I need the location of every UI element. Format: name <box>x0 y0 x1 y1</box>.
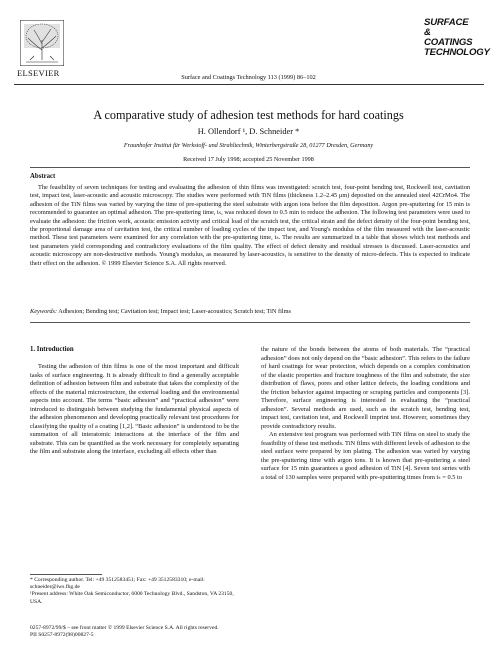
header-divider <box>14 84 484 85</box>
article-authors: H. Ollendorf ¹, D. Schneider * <box>197 127 300 136</box>
abstract-text: The feasibility of seven techniques for testing and evaluating the adhesion of thin films was investigated: scratch test, four-point bending test, Rockwell test, cavitation test, impact test, laser-acoustic and acoustic microscopy. The studies were performed with TiN films (thickness 1.2–2.45 μm) deposited on the annealed steel 42CrMo4. The adhesion of the TiN films was varied by varying the time of pre-sputtering the steel substrate with argon ions before the film deposition. Argon pre-sputtering for 15 min is recommended to guarantee an optimal adhesion. The pre-sputtering time, tₛ, was reduced down to 0.5 min to reduce the adhesion. The following test parameters were used to evaluate the adhesion: the friction work, acoustic emission activity and critical load of the scratch test, the critical strain and the defect density of the four-point bending test, the proportional damage area of cavitation test, the critical number of loading cycles of the impact test, and Young's modulus of the film measured with the laser-acoustic method. These test parameters were examined for any correlation with the pre-sputtering time, tₛ. The results are summarized in a table that shows which test methods and test parameters yield corresponding and contradictory evaluations of the film quality. The effect of defect density and residual stresses is discussed. Laser-acoustics and acoustic microscopy are non-destructive methods. Young's modulus, as measured by laser-acoustics, is sensitive to the density of micro-defects. This is expected to indicate their effect on the adhesion. © 1999 Elsevier Science S.A. All rights reserved. <box>30 184 470 267</box>
issn-line: 0257-8972/99/$ – see front matter © 1999 Elsevier Science S.A. All rights reserved. <box>30 625 219 631</box>
publisher-name: ELSEVIER <box>17 68 60 78</box>
abstract-top-divider <box>30 167 470 168</box>
received-dates: Received 17 July 1998; accepted 25 November 1998 <box>183 156 314 163</box>
intro-paragraph-2: An extensive test program was performed with TiN films on steel to study the feasibility of these test methods. TiN films with different levels of adhesion to the steel surface were prepared by ion plating. The adhesion was varied by varying the pre-sputtering time with argon ions. It is known that pre-sputtering a steel surface for 15 min guarantees a good adhesion of TiN [4]. Seven test series with a total of 130 samples were prepared with pre-sputtering times from tₛ = 0.5 to <box>261 431 470 481</box>
abstract-heading: Abstract <box>30 173 56 180</box>
section-heading: 1. Introduction <box>30 346 74 353</box>
present-address-note: ¹Present address: White Oak Semiconductor, 6000 Technology Blvd., Sandston, VA 23150, USA. <box>30 591 234 605</box>
abstract-bottom-divider <box>30 322 470 323</box>
journal-logo-line-1: SURFACE <box>424 17 469 28</box>
author-affiliation: Fraunhofer Institut für Werkstoff- und Strahltechnik, Winterbergstraße 28, 01277 Dresden, Germany <box>123 142 374 149</box>
keywords-list: Adhesion; Bending test; Cavitation test; Impact test; Laser-acoustics; Scratch test; TiN films <box>58 308 291 315</box>
intro-paragraph-1: Testing the adhesion of thin films is one of the most important and difficult tasks of surface engineering. It is already difficult to find a generally acceptable definition of adhesion between film and substrate that takes the complexity of the effects of the material microstructure, the external loading and the environmental aspects into account. The terms “basic adhesion” and “practical adhesion” were introduced to distinguish between studying the fundamental physical aspects of the adhesion phenomenon and developing practically relevant test procedures for classifying the quality of a coating [1,2]. “Basic adhesion” is understood to be the summation of all interatomic interactions at the interface of the film and substrate. This can be quantified as the work necessary for completely separating the film and substrate along the interface, excluding all effects other than <box>30 363 239 455</box>
footnote-divider <box>30 574 102 575</box>
article-title: A comparative study of adhesion test methods for hard coatings <box>93 108 404 122</box>
elsevier-tree-logo-icon <box>20 20 64 66</box>
right-column <box>261 346 470 482</box>
journal-logo-line-2: & COATINGS <box>424 27 473 48</box>
copyright-block <box>30 625 219 640</box>
pii-line: PII S0257-8972(98)00827-5 <box>30 632 94 639</box>
corresponding-author-note: * Corresponding author. Tel: +49 3512583451; Fax: +49 3512583310; e-mail: schneider@iws.fhg.de <box>30 577 205 591</box>
journal-logo <box>424 17 490 70</box>
intro-paragraph-1-continued: the nature of the bonds between the atoms of both materials. The “practical adhesion” does not only depend on the “basic adhesion”. This refers to the failure of hard coatings for wear protection, which depends on a complex combination of the elastic properties and fracture toughness of the film and substrate, the size distribution of flaws, pores and other lattice defects, the loading conditions and the friction behavior against impacting or scraping particles and components [3]. Therefore, surface engineering is interested in evaluating the “practical adhesion”. Several methods are used, such as the scratch test, bending test, impact test, cavitation test, and Rockwell imprint test. However, sometimes they provide contradictory results. <box>261 346 470 430</box>
journal-logo-line-3: TECHNOLOGY <box>424 47 490 58</box>
journal-citation: Surface and Coatings Technology 113 (1999) 86–102 <box>181 74 316 81</box>
footnotes <box>30 577 239 606</box>
left-column <box>30 363 239 457</box>
keywords-label: Keywords: <box>30 308 58 315</box>
keywords-line <box>30 308 470 315</box>
